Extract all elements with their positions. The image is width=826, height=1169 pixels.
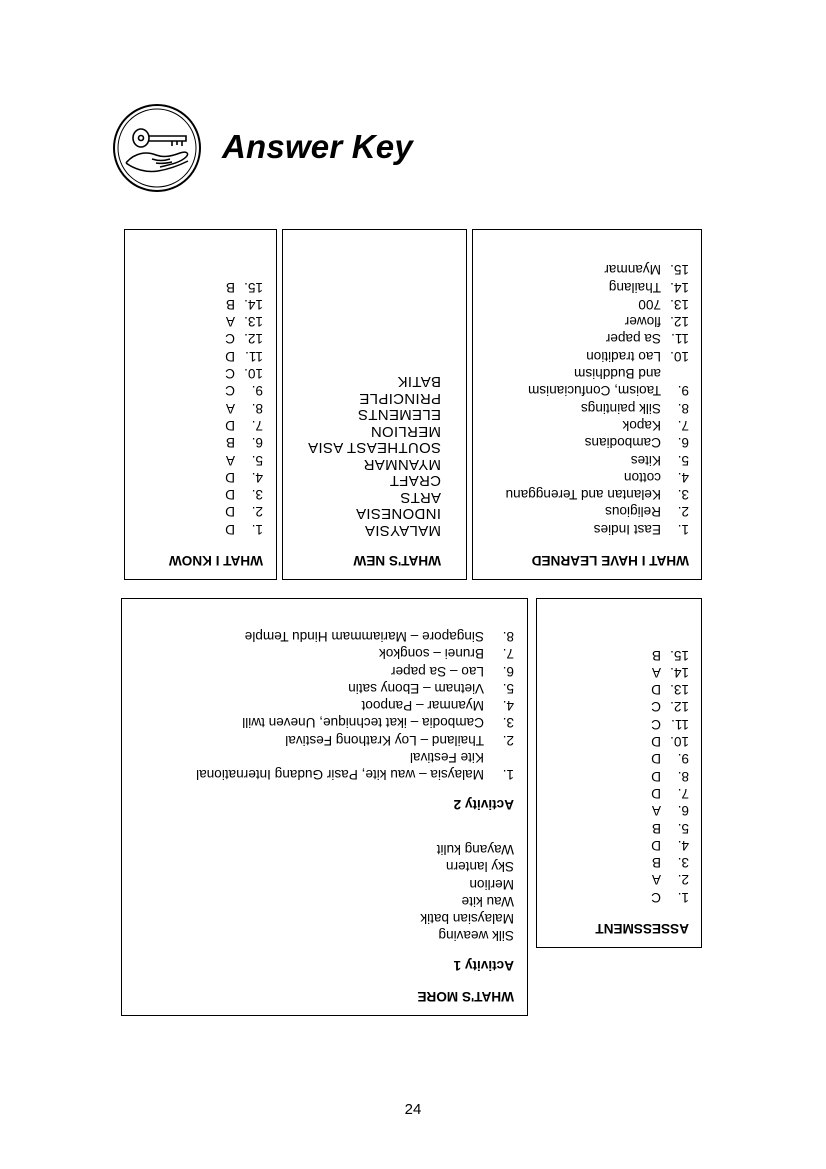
answer-item-text: Lao – Sa paper	[391, 663, 484, 679]
answer-item-number: 14.	[244, 296, 263, 312]
answer-word: MALAYSIA	[364, 521, 441, 539]
answer-item	[485, 486, 689, 503]
answer-item-text: D	[225, 348, 235, 364]
answer-item-number: 3.	[677, 487, 689, 503]
answer-item-text: Taoism, Confucianism	[528, 383, 661, 399]
answer-item-text: D	[651, 682, 661, 698]
answer-item-text: A	[225, 452, 235, 468]
answer-word: CRAFT	[389, 472, 441, 490]
answer-item: Malaysian batik	[420, 911, 514, 927]
answer-item-text: D	[225, 417, 235, 433]
answer-item-text: C	[225, 383, 235, 399]
answer-item-number: 7.	[502, 646, 514, 662]
answer-item	[485, 451, 689, 468]
answer-item	[485, 261, 689, 278]
answer-item-text: Religious	[605, 504, 661, 520]
answer-item-text: East Indies	[593, 521, 661, 537]
key-in-hand-icon	[112, 103, 202, 193]
answer-item	[137, 503, 263, 520]
answer-item	[137, 486, 263, 503]
answer-item-text: Kites	[630, 452, 661, 468]
answer-item	[549, 854, 689, 871]
answer-item-text: Malaysia – wau kite, Pasir Gudang International	[196, 767, 484, 783]
answer-word: BATIK	[397, 373, 441, 391]
answer-item-number: 11.	[245, 348, 263, 364]
answer-item-text: C	[225, 331, 235, 347]
answer-item-number: 3.	[251, 487, 263, 503]
answer-item	[137, 296, 263, 313]
answer-item-text: A	[651, 664, 661, 680]
answer-item-number: 7.	[251, 417, 263, 433]
answer-item	[485, 503, 689, 520]
answer-item	[137, 417, 263, 434]
answer-item	[485, 330, 689, 347]
answer-item-number: 2.	[677, 872, 689, 888]
answer-item-number: 7.	[677, 417, 689, 433]
answer-item	[485, 382, 689, 399]
answer-item-text: Lao tradition	[586, 348, 661, 364]
answer-item	[549, 698, 689, 715]
answer-item	[485, 347, 689, 364]
answer-item	[485, 365, 689, 382]
answer-item-text: flower	[624, 314, 661, 330]
answer-item-text: B	[651, 820, 661, 836]
answer-item	[549, 664, 689, 681]
answer-item-text: B	[651, 855, 661, 871]
answer-item	[485, 434, 689, 451]
answer-item-number: 7.	[677, 785, 689, 801]
answer-item	[137, 382, 263, 399]
answer-item: Merlion	[469, 876, 514, 892]
assessment-content	[537, 599, 701, 947]
answer-item-number: 8.	[677, 400, 689, 416]
answer-item-text: C	[651, 716, 661, 732]
page-title: Answer Key	[222, 128, 413, 165]
answer-item-number: 8.	[251, 400, 263, 416]
answer-item	[132, 731, 514, 748]
answer-item-number: 9.	[677, 751, 689, 767]
answer-item-text: Thailand – Loy Krathong Festival	[285, 732, 484, 748]
answer-item	[485, 469, 689, 486]
answer-item	[137, 451, 263, 468]
answer-item-text: and Buddhism	[574, 366, 661, 382]
answer-item-number: 2.	[251, 504, 263, 520]
answer-item-number: 14.	[670, 664, 689, 680]
answer-item-number	[494, 749, 514, 766]
answer-item-text: D	[225, 469, 235, 485]
answer-item-number: 13.	[670, 682, 689, 698]
answer-item-number: 6.	[251, 435, 263, 451]
answer-word: ARTS	[400, 488, 441, 506]
answer-item-text: Kapok	[622, 417, 661, 433]
answer-item: Silk weaving	[438, 928, 514, 944]
answer-item-number: 12.	[670, 314, 689, 330]
whats-new-header: WHAT'S NEW	[353, 553, 441, 568]
answer-item-number: 10.	[244, 366, 263, 382]
answer-word: ELEMENTS	[357, 406, 441, 424]
answer-item-number: 12.	[244, 331, 263, 347]
answer-item-text: A	[651, 803, 661, 819]
whats-more-header: WHAT'S MORE	[417, 989, 514, 1004]
answer-item	[549, 785, 689, 802]
whats-new-box	[282, 229, 467, 580]
answer-item	[137, 347, 263, 364]
answer-item-number: 4.	[677, 837, 689, 853]
whats-more-content	[122, 599, 527, 1015]
answer-item-text: Cambodia – ikat technique, Uneven twill	[242, 715, 484, 731]
answer-item-number	[667, 365, 689, 382]
answer-item-text: Sa paper	[605, 331, 661, 347]
page-number: 24	[404, 1101, 422, 1118]
answer-item-text: C	[225, 366, 235, 382]
activity-1-label: Activity 1	[453, 957, 514, 973]
answer-item-text: Silk paintings	[580, 400, 661, 416]
answer-item-text: D	[651, 837, 661, 853]
answer-item	[132, 766, 514, 783]
answer-item-text: Thailang	[608, 279, 661, 295]
answer-item	[485, 399, 689, 416]
answer-item	[549, 802, 689, 819]
answer-word: INDONESIA	[355, 505, 441, 523]
what-i-have-learned-list	[485, 261, 689, 538]
assessment-header: ASSESSMENT	[595, 921, 689, 936]
answer-item-number: 4.	[251, 469, 263, 485]
answer-item	[132, 628, 514, 645]
answer-item-text: Kelantan and Terengganu	[505, 487, 661, 503]
answer-item-number: 8.	[677, 768, 689, 784]
answer-item-text: cotton	[623, 469, 661, 485]
answer-item	[132, 749, 514, 766]
answer-item-number: 13.	[670, 296, 689, 312]
answer-item-text: B	[225, 296, 235, 312]
answer-item-number: 1.	[677, 889, 689, 905]
answer-word: SOUTHEAST ASIA	[307, 439, 441, 457]
what-i-have-learned-header: WHAT I HAVE LEARNED	[531, 553, 689, 568]
what-i-know-header: WHAT I KNOW	[168, 553, 263, 568]
answer-item-text: C	[651, 699, 661, 715]
answer-item-number: 8.	[502, 628, 514, 644]
answer-item-number: 1.	[251, 521, 263, 537]
answer-item-text: C	[651, 889, 661, 905]
answer-item-text: Myanmar	[604, 262, 661, 278]
answer-item-number: 5.	[677, 452, 689, 468]
answer-item-number: 5.	[251, 452, 263, 468]
answer-item-number: 12.	[670, 699, 689, 715]
answer-item	[132, 680, 514, 697]
answer-item-text: Singapore – Mariammam Hindu Temple	[244, 628, 484, 644]
answer-item-number: 2.	[502, 732, 514, 748]
answer-item-number: 6.	[677, 803, 689, 819]
what-i-know-content	[125, 230, 276, 579]
answer-item	[137, 330, 263, 347]
answer-item-text: B	[225, 279, 235, 295]
answer-item	[549, 715, 689, 732]
answer-item-number: 4.	[677, 469, 689, 485]
answer-item-text: B	[651, 647, 661, 663]
whats-more-box	[121, 598, 528, 1016]
answer-item	[137, 434, 263, 451]
answer-item-number: 11.	[671, 331, 689, 347]
answer-item	[137, 313, 263, 330]
answer-item-text: D	[225, 521, 235, 537]
answer-item-number: 14.	[670, 279, 689, 295]
answer-item	[132, 662, 514, 679]
answer-item-text: D	[651, 751, 661, 767]
answer-item	[485, 313, 689, 330]
answer-item-text: D	[225, 504, 235, 520]
answer-item-number: 15.	[670, 262, 689, 278]
answer-item-number: 13.	[244, 314, 263, 330]
answer-word: MERLION	[370, 422, 441, 440]
answer-item: Wau kite	[461, 893, 514, 909]
answer-item	[549, 819, 689, 836]
answer-item	[137, 365, 263, 382]
answer-item	[132, 714, 514, 731]
answer-item	[132, 697, 514, 714]
answer-item	[485, 296, 689, 313]
answer-item	[137, 520, 263, 537]
answer-item-text: Kite Festival	[409, 750, 484, 766]
answer-item	[549, 837, 689, 854]
activity-2-list	[132, 628, 514, 784]
activity-1-list	[132, 841, 514, 945]
answer-item-text: D	[225, 487, 235, 503]
what-i-have-learned-content	[473, 230, 701, 579]
answer-item: Wayang kulit	[436, 841, 514, 857]
what-i-know-list	[137, 278, 263, 537]
answer-word: MYANMAR	[363, 455, 441, 473]
answer-item-number: 10.	[670, 348, 689, 364]
answer-item	[549, 681, 689, 698]
answer-item-text: Myanmar – Panpoot	[361, 698, 484, 714]
answer-item-number: 2.	[677, 504, 689, 520]
assessment-list	[549, 646, 689, 905]
answer-item	[137, 399, 263, 416]
answer-item-number: 9.	[677, 383, 689, 399]
answer-item-text: A	[225, 314, 235, 330]
answer-item-number: 1.	[677, 521, 689, 537]
answer-item	[137, 278, 263, 295]
answer-item-number: 3.	[677, 855, 689, 871]
answer-item	[549, 888, 689, 905]
answer-item-number: 15.	[244, 279, 263, 295]
answer-item-number: 1.	[502, 767, 514, 783]
answer-item-text: D	[651, 734, 661, 750]
what-i-know-box	[124, 229, 277, 580]
answer-item-number: 10.	[670, 734, 689, 750]
answer-item-text: A	[225, 400, 235, 416]
answer-item-number: 6.	[502, 663, 514, 679]
whats-new-list	[295, 373, 441, 538]
answer-item	[549, 750, 689, 767]
answer-item-text: Brunei – songkok	[378, 646, 484, 662]
answer-item	[549, 646, 689, 663]
answer-item	[485, 520, 689, 537]
whats-new-content	[283, 230, 466, 579]
answer-word: PRINCIPLE	[359, 389, 441, 407]
answer-item-text: A	[651, 872, 661, 888]
answer-item-number: 15.	[670, 647, 689, 663]
answer-item-number: 5.	[502, 680, 514, 696]
answer-item-number: 11.	[671, 716, 689, 732]
assessment-box	[536, 598, 702, 948]
answer-item-text: 700	[638, 296, 661, 312]
answer-item-number: 5.	[677, 820, 689, 836]
answer-item-number: 3.	[502, 715, 514, 731]
activity-2-label: Activity 2	[453, 796, 514, 812]
answer-item-text: B	[225, 435, 235, 451]
answer-item-text: Cambodians	[584, 435, 661, 451]
answer-item-number: 4.	[502, 698, 514, 714]
answer-item-text: D	[651, 768, 661, 784]
answer-item-text: D	[651, 785, 661, 801]
answer-item: Sky lantern	[445, 859, 514, 875]
answer-item-text: Vietnam – Ebony satin	[348, 680, 484, 696]
answer-item	[132, 645, 514, 662]
answer-item	[549, 767, 689, 784]
answer-item	[549, 871, 689, 888]
answer-item	[137, 469, 263, 486]
answer-item-number: 6.	[677, 435, 689, 451]
answer-item	[549, 733, 689, 750]
what-i-have-learned-box	[472, 229, 702, 580]
answer-item	[485, 417, 689, 434]
answer-item-number: 9.	[251, 383, 263, 399]
answer-item	[485, 278, 689, 295]
